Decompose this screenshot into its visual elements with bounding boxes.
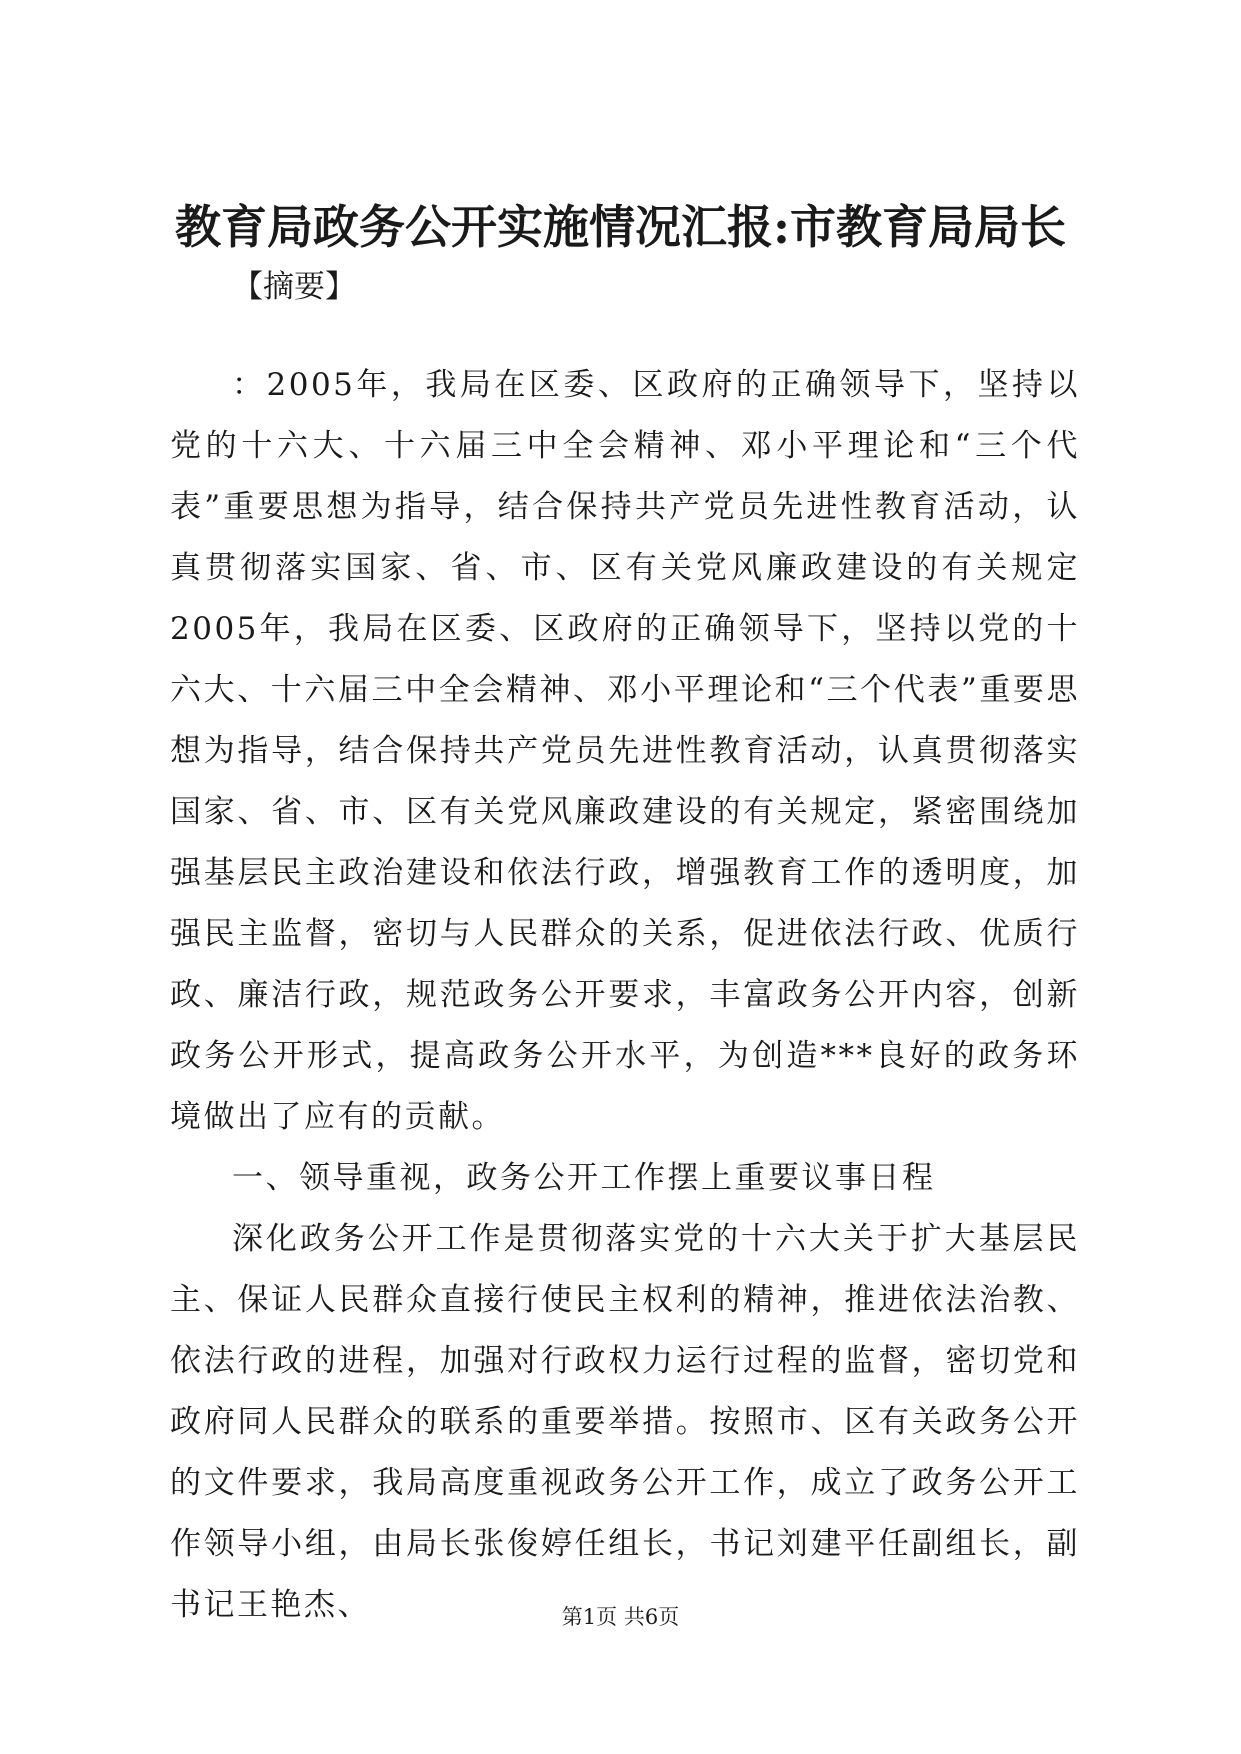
document-body — [170, 355, 1080, 1636]
page-footer: 第1页 共6页 — [561, 1605, 680, 1629]
summary-label: 【摘要】 — [232, 269, 356, 305]
section-heading-1: 一、领导重视，政务公开工作摆上重要议事日程 — [232, 1160, 936, 1196]
document-title: 教育局政务公开实施情况汇报:市教育局局长 — [175, 200, 1066, 254]
paragraph-summary: ：2005年，我局在区委、区政府的正确领导下，坚持以党的十六大、十六届三中全会精神、邓小平理论和“三个代表”重要思想为指导，结合保持共产党员先进性教育活动，认真贯彻落实国家、省、市、区有关党风廉政建设的有关规定2005年，我局在区委、区政府的正确领导下，坚持以党的十六大、十六届三中全会精神、邓小平理论和“三个代表”重要思想为指导，结合保持共产党员先进性教育活动，认真贯彻落实国家、省、市、区有关党风廉政建设的有关规定，紧密围绕加强基层民主政治建设和依法行政，增强教育工作的透明度，加强民主监督，密切与人民群众的关系，促进依法行政、优质行政、廉洁行政，规范政务公开要求，丰富政务公开内容，创新政务公开形式，提高政务公开水平，为创造***良好的政务环境做出了应有的贡献。 — [170, 367, 1080, 1135]
paragraph-section-1: 深化政务公开工作是贯彻落实党的十六大关于扩大基层民主、保证人民群众直接行使民主权利的精神，推进依法治教、依法行政的进程，加强对行政权力运行过程的监督，密切党和政府同人民群众的联系的重要举措。按照市、区有关政务公开的文件要求，我局高度重视政务公开工作，成立了政务公开工作领导小组，由局长张俊婷任组长，书记刘建平任副组长，副书记王艳杰、 — [170, 1221, 1080, 1623]
